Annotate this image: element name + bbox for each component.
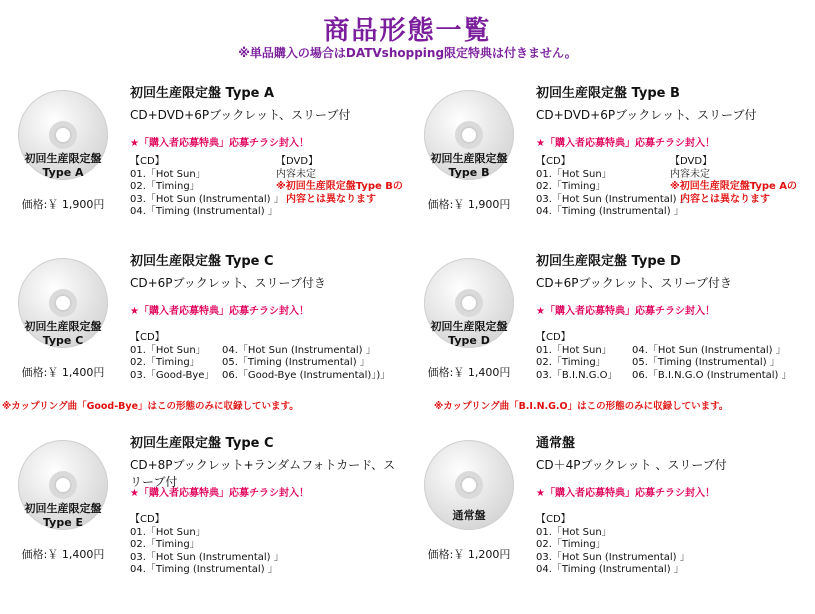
product-name: 通常盤 [536, 436, 576, 451]
product-type-d [406, 252, 806, 432]
cd-tracklist: 【CD】 01.「Hot Sun」 02.「Timing」 03.「Hot Sun (Instrumental) 」 04.「Timing (Instrumental) 」 [536, 514, 690, 575]
product-spec: CD＋4Pブックレット 、スリーブ付 [536, 458, 727, 472]
cd-tracklist: 【CD】 01.「Hot Sun」 02.「Timing」 03.「Good-Bye」 [130, 332, 215, 381]
disc-label: 通常盤 [452, 509, 486, 522]
product-type-a [0, 84, 403, 264]
disc-label: 初回生産限定盤 Type C [24, 320, 102, 347]
price: 価格:￥ 1,900円 [427, 198, 511, 211]
price: 価格:￥ 1,900円 [21, 198, 105, 211]
bonus-text: ★「購入者応募特典」応募チラシ封入！ [536, 306, 715, 317]
bonus-text: ★「購入者応募特典」応募チラシ封入！ [130, 138, 309, 149]
price: 価格:￥ 1,200円 [427, 548, 511, 561]
disc-label: 初回生産限定盤 Type E [24, 502, 102, 529]
disc-label: 初回生産限定盤 Type B [430, 152, 508, 179]
coupling-note: ※カップリング曲「Good-Bye」はこの形態のみに収録しています。 [2, 401, 299, 412]
page-title: 商品形態一覧 [323, 16, 492, 46]
price: 価格:￥ 1,400円 [427, 366, 511, 379]
product-name: 初回生産限定盤 Type D [536, 254, 681, 269]
product-spec: CD+6Pブックレット、スリーブ付き [130, 276, 326, 290]
cd-tracklist-right: 04.「Hot Sun (Instrumental) 」 05.「Timing (Instrumental) 」 06.「B.I.N.G.O (Instrumental) 」 [632, 344, 792, 381]
product-name: 初回生産限定盤 Type A [130, 86, 275, 101]
shopping-notice: ※単品購入の場合はDATVshopping限定特典は付きません。 [238, 46, 577, 60]
product-type-b [406, 84, 806, 264]
disc-label: 初回生産限定盤 Type D [430, 320, 508, 347]
product-spec: CD+DVD+6Pブックレット、スリーブ付 [536, 108, 757, 122]
cd-tracklist: 【CD】 01.「Hot Sun」 02.「Timing」 03.「Hot Sun (Instrumental) 」 04.「Timing (Instrumental) 」 [536, 156, 690, 217]
product-type-e [0, 434, 400, 614]
product-spec: CD+8Pブックレット+ランダムフォトカード、スリーブ付 [130, 458, 396, 489]
product-name: 初回生産限定盤 Type B [536, 86, 680, 101]
coupling-note: ※カップリング曲「B.I.N.G.O」はこの形態のみに収録しています。 [434, 401, 729, 412]
cd-tracklist: 【CD】 01.「Hot Sun」 02.「Timing」 03.「B.I.N.G.O」 [536, 332, 618, 381]
cd-tracklist: 【CD】 01.「Hot Sun」 02.「Timing」 03.「Hot Sun (Instrumental) 」 04.「Timing (Instrumental) 」 [130, 156, 284, 217]
disc-label: 初回生産限定盤 Type A [24, 152, 102, 179]
cd-tracklist-right: 04.「Hot Sun (Instrumental) 」 05.「Timing (Instrumental) 」 06.「Good-Bye (Instrumental)」)」 [222, 344, 391, 381]
product-name: 初回生産限定盤 Type C [130, 436, 274, 451]
bonus-text: ★「購入者応募特典」応募チラシ封入！ [536, 488, 715, 499]
product-regular [406, 434, 806, 614]
product-spec: CD+DVD+6Pブックレット、スリーブ付 [130, 108, 351, 122]
bonus-text: ★「購入者応募特典」応募チラシ封入！ [130, 488, 309, 499]
dvd-info: 【DVD】 内容未定 ※初回生産限定盤Type Bの 内容とは異なります [276, 156, 403, 205]
product-spec: CD+6Pブックレット、スリーブ付き [536, 276, 732, 290]
price: 価格:￥ 1,400円 [21, 548, 105, 561]
dvd-info: 【DVD】 内容未定 ※初回生産限定盤Type Aの 内容とは異なります [670, 156, 798, 205]
price: 価格:￥ 1,400円 [21, 366, 105, 379]
bonus-text: ★「購入者応募特典」応募チラシ封入！ [130, 306, 309, 317]
bonus-text: ★「購入者応募特典」応募チラシ封入！ [536, 138, 715, 149]
cd-tracklist: 【CD】 01.「Hot Sun」 02.「Timing」 03.「Hot Sun (Instrumental) 」 04.「Timing (Instrumental) 」 [130, 514, 284, 575]
product-name: 初回生産限定盤 Type C [130, 254, 274, 269]
product-type-c [0, 252, 400, 432]
